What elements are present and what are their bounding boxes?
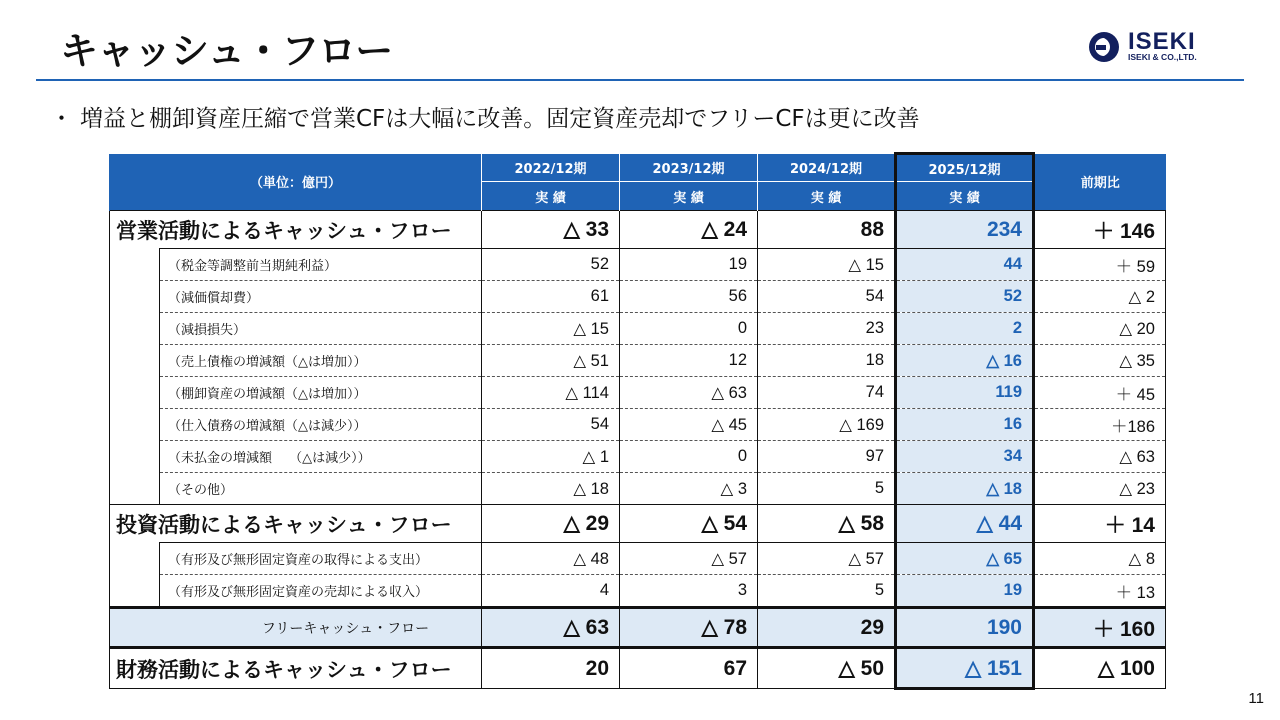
yoy-cell: △ 20	[1034, 313, 1166, 345]
actual-header: 実 績	[896, 182, 1034, 211]
actual-header: 実 績	[758, 182, 896, 211]
bullet-dot-icon: ・	[50, 106, 73, 132]
yoy-cell: ＋ 160	[1034, 608, 1166, 648]
table-row	[110, 648, 1166, 689]
value-cell-highlight: △ 44	[896, 505, 1034, 543]
year-header: 2022/12期	[482, 154, 620, 182]
yoy-cell: ＋186	[1034, 409, 1166, 441]
value-cell: 29	[758, 608, 896, 648]
logo-wordmark: ISEKI	[1128, 28, 1196, 55]
value-cell-highlight: 16	[896, 409, 1034, 441]
row-label: （税金等調整前当期純利益）	[160, 249, 482, 281]
value-cell-highlight: 190	[896, 608, 1034, 648]
value-cell: 61	[482, 281, 620, 313]
actual-header: 実 績	[620, 182, 758, 211]
table-row	[110, 473, 1166, 505]
value-cell: 54	[758, 281, 896, 313]
value-cell: 88	[758, 211, 896, 249]
row-label: （仕入債務の増減額（△は減少））	[160, 409, 482, 441]
value-cell: 67	[620, 648, 758, 689]
yoy-cell: ＋ 59	[1034, 249, 1166, 281]
row-label: 投資活動によるキャッシュ・フロー	[110, 505, 482, 543]
value-cell: △ 1	[482, 441, 620, 473]
value-cell: △ 169	[758, 409, 896, 441]
table-row	[110, 505, 1166, 543]
table-row	[110, 211, 1166, 249]
value-cell-highlight: △ 65	[896, 543, 1034, 575]
yoy-header: 前期比	[1034, 154, 1166, 211]
summary-text: 増益と棚卸資産圧縮で営業CFは大幅に改善。固定資産売却でフリーCFは更に改善	[80, 106, 920, 132]
value-cell: △ 3	[620, 473, 758, 505]
yoy-cell: △ 35	[1034, 345, 1166, 377]
value-cell: △ 78	[620, 608, 758, 648]
value-cell: △ 58	[758, 505, 896, 543]
value-cell: △ 57	[758, 543, 896, 575]
value-cell-highlight: △ 151	[896, 648, 1034, 689]
yoy-cell: △ 2	[1034, 281, 1166, 313]
title-divider	[36, 79, 1244, 81]
value-cell: 54	[482, 409, 620, 441]
row-label: （棚卸資産の増減額（△は増加））	[160, 377, 482, 409]
value-cell: 12	[620, 345, 758, 377]
row-label: （減価償却費）	[160, 281, 482, 313]
value-cell: 18	[758, 345, 896, 377]
value-cell-highlight: △ 16	[896, 345, 1034, 377]
row-label: （有形及び無形固定資産の売却による収入）	[160, 575, 482, 608]
table-row	[110, 313, 1166, 345]
logo-subtext: ISEKI & CO.,LTD.	[1128, 52, 1197, 62]
table-row	[110, 409, 1166, 441]
year-header: 2024/12期	[758, 154, 896, 182]
page-number: 11	[1248, 690, 1264, 707]
yoy-cell: ＋ 14	[1034, 505, 1166, 543]
value-cell: △ 18	[482, 473, 620, 505]
company-logo	[1086, 30, 1226, 64]
value-cell: 4	[482, 575, 620, 608]
value-cell: △ 33	[482, 211, 620, 249]
header-row-years	[110, 154, 1166, 182]
value-cell: 5	[758, 575, 896, 608]
yoy-cell: △ 100	[1034, 648, 1166, 689]
value-cell: △ 114	[482, 377, 620, 409]
value-cell: △ 51	[482, 345, 620, 377]
value-cell-highlight: 19	[896, 575, 1034, 608]
table-row	[110, 543, 1166, 575]
value-cell: △ 48	[482, 543, 620, 575]
table-row	[110, 249, 1166, 281]
value-cell: 0	[620, 313, 758, 345]
iseki-logo-mark-icon	[1086, 30, 1122, 64]
row-label: （未払金の増減額 （△は減少））	[160, 441, 482, 473]
row-label: フリーキャッシュ・フロー	[110, 608, 482, 648]
row-label: 財務活動によるキャッシュ・フロー	[110, 648, 482, 689]
value-cell-highlight: 44	[896, 249, 1034, 281]
table-row	[110, 575, 1166, 608]
row-label: 営業活動によるキャッシュ・フロー	[110, 211, 482, 249]
value-cell: △ 15	[758, 249, 896, 281]
value-cell: △ 15	[482, 313, 620, 345]
value-cell: △ 45	[620, 409, 758, 441]
value-cell: 3	[620, 575, 758, 608]
value-cell: △ 57	[620, 543, 758, 575]
table-row	[110, 377, 1166, 409]
value-cell: △ 50	[758, 648, 896, 689]
row-label: （売上債権の増減額（△は増加））	[160, 345, 482, 377]
table-row	[110, 345, 1166, 377]
page-title: キャッシュ・フロー	[60, 29, 393, 73]
value-cell: △ 24	[620, 211, 758, 249]
row-label: （その他）	[160, 473, 482, 505]
value-cell: △ 63	[482, 608, 620, 648]
value-cell: △ 54	[620, 505, 758, 543]
year-header: 2025/12期	[896, 154, 1034, 182]
value-cell: 56	[620, 281, 758, 313]
value-cell-highlight: 52	[896, 281, 1034, 313]
row-label: （有形及び無形固定資産の取得による支出）	[160, 543, 482, 575]
yoy-cell: △ 8	[1034, 543, 1166, 575]
summary-bullet	[50, 100, 920, 133]
yoy-cell: △ 63	[1034, 441, 1166, 473]
yoy-cell: ＋ 146	[1034, 211, 1166, 249]
value-cell-highlight: 234	[896, 211, 1034, 249]
yoy-cell: ＋ 13	[1034, 575, 1166, 608]
value-cell: 97	[758, 441, 896, 473]
value-cell: 0	[620, 441, 758, 473]
table-row	[110, 281, 1166, 313]
indent-spacer	[110, 249, 160, 505]
yoy-cell: ＋ 45	[1034, 377, 1166, 409]
value-cell: 52	[482, 249, 620, 281]
value-cell: 19	[620, 249, 758, 281]
actual-header: 実 績	[482, 182, 620, 211]
value-cell: 5	[758, 473, 896, 505]
table-row-free-cash-flow	[110, 608, 1166, 648]
year-header: 2023/12期	[620, 154, 758, 182]
table-row	[110, 441, 1166, 473]
indent-spacer	[110, 543, 160, 608]
value-cell-highlight: 119	[896, 377, 1034, 409]
value-cell: △ 29	[482, 505, 620, 543]
value-cell: 23	[758, 313, 896, 345]
value-cell-highlight: △ 18	[896, 473, 1034, 505]
cash-flow-table	[109, 152, 1166, 690]
yoy-cell: △ 23	[1034, 473, 1166, 505]
value-cell: 20	[482, 648, 620, 689]
row-label: （減損損失）	[160, 313, 482, 345]
value-cell: 74	[758, 377, 896, 409]
value-cell: △ 63	[620, 377, 758, 409]
value-cell-highlight: 2	[896, 313, 1034, 345]
value-cell-highlight: 34	[896, 441, 1034, 473]
unit-label: （単位：億円）	[110, 154, 482, 211]
